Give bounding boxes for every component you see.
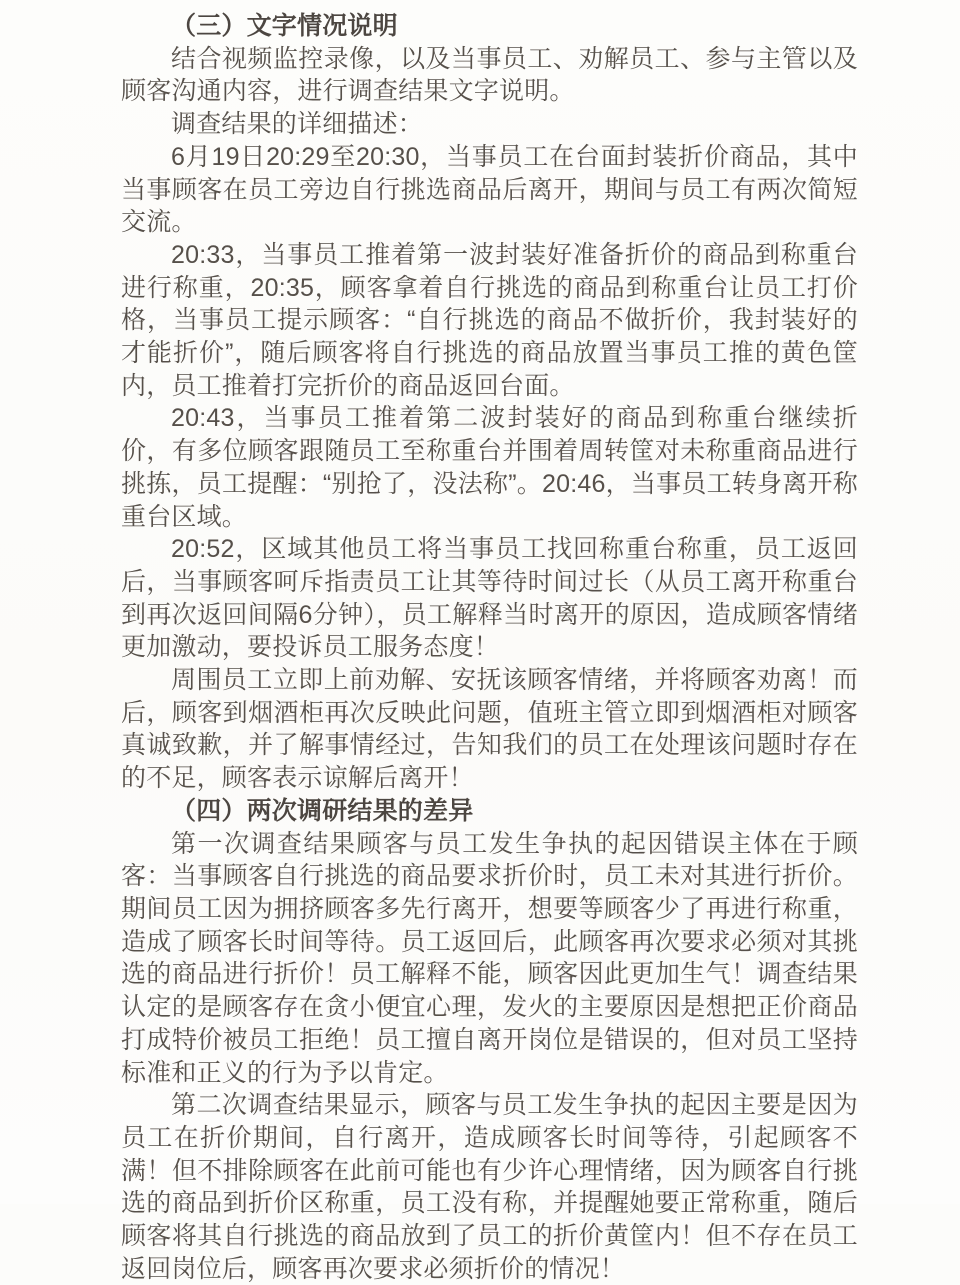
document-body xyxy=(121,10,858,1285)
document-paragraph: 结合视频监控录像，以及当事员工、劝解员工、参与主管以及顾客沟通内容，进行调查结果文字说明。 xyxy=(121,44,858,106)
document-paragraph: 第一次调查结果顾客与员工发生争执的起因错误主体在于顾客：当事顾客自行挑选的商品要求折价时，员工未对其进行折价。期间员工因为拥挤顾客多先行离开，想要等顾客少了再进行称重，造成了顾客长时间等待。员工返回后，此顾客再次要求必须对其挑选的商品进行折价！员工解释不能，顾客因此更加生气！调查结果认定的是顾客存在贪小便宜心理，发火的主要原因是想把正价商品打成特价被员工拒绝！员工擅自离开岗位是错误的，但对员工坚持标准和正义的行为予以肯定。 xyxy=(121,829,858,1087)
document-paragraph: 周围员工立即上前劝解、安抚该顾客情绪，并将顾客劝离！而后，顾客到烟酒柜再次反映此问题，值班主管立即到烟酒柜对顾客真诚致歉，并了解事情经过，告知我们的员工在处理该问题时存在的不足，顾客表示谅解后离开！ xyxy=(121,666,858,793)
section-heading-4: （四）两次调研结果的差异 xyxy=(171,796,474,825)
document-paragraph: 20:33，当事员工推着第一波封装好准备折价的商品到称重台进行称重，20:35，顾客拿着自行挑选的商品到称重台让员工打价格，当事员工提示顾客：“自行挑选的商品不做折价，我封装好的才能折价”，随后顾客将自行挑选的商品放置当事员工推的黄色筐内，员工推着打完折价的商品返回台面。 xyxy=(121,240,858,400)
section-heading-3: （三）文字情况说明 xyxy=(171,12,398,40)
document-paragraph: 20:52，区域其他员工将当事员工找回称重台称重，员工返回后，当事顾客呵斥指责员工让其等待时间过长（从员工离开称重台到再次返回间隔6分钟），员工解释当时离开的原因，造成顾客情绪更加激动，要投诉员工服务态度！ xyxy=(121,535,858,662)
document-paragraph: 20:43，当事员工推着第二波封装好的商品到称重台继续折价，有多位顾客跟随员工至称重台并围着周转筐对未称重商品进行挑拣，员工提醒：“别抢了，没法称”。20:46，当事员工转身离开称重台区域。 xyxy=(121,404,858,531)
document-paragraph: 调查结果的详细描述： xyxy=(171,110,424,139)
document-paragraph: 第二次调查结果显示，顾客与员工发生争执的起因主要是因为员工在折价期间，自行离开，造成顾客长时间等待，引起顾客不满！但不排除顾客在此前可能也有少许心理情绪，因为顾客自行挑选的商品到折价区称重，员工没有称，并提醒她要正常称重，随后顾客将其自行挑选的商品放到了员工的折价黄筐内！但不存在员工返回岗位后，顾客再次要求必须折价的情况！ xyxy=(121,1091,858,1283)
document-paragraph: 6月19日20:29至20:30，当事员工在台面封装折价商品，其中当事顾客在员工旁边自行挑选商品后离开，期间与员工有两次简短交流。 xyxy=(121,142,858,237)
